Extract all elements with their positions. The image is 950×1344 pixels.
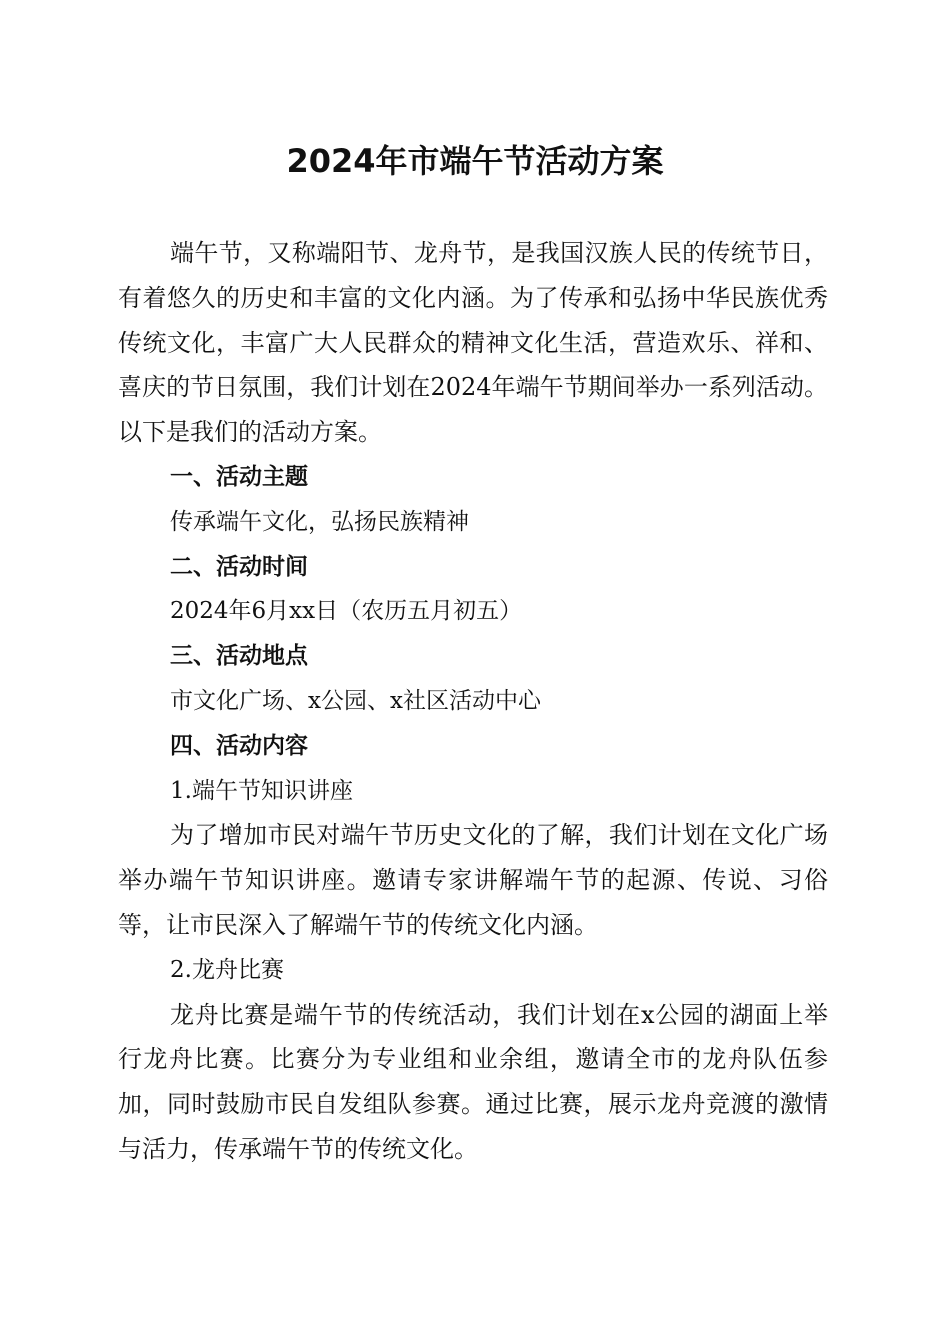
item-text-dragon-boat: 龙舟比赛是端午节的传统活动，我们计划在x公园的湖面上举行龙舟比赛。比赛分为专业组和业余组，邀请全市的龙舟队伍参加，同时鼓励市民自发组队参赛。通过比赛，展示龙舟竞渡的激情与活力，传承端午节的传统文化。 xyxy=(118,1000,828,1163)
section-heading-theme: 一、活动主题 xyxy=(170,463,308,490)
section-heading-time: 二、活动时间 xyxy=(170,553,308,580)
document-body xyxy=(118,231,828,1172)
section-heading-content: 四、活动内容 xyxy=(170,732,308,759)
item-label-dragon-boat: 2.龙舟比赛 xyxy=(170,956,284,983)
section-heading-location: 三、活动地点 xyxy=(170,643,308,670)
intro-paragraph: 端午节，又称端阳节、龙舟节，是我国汉族人民的传统节日，有着悠久的历史和丰富的文化内涵。为了传承和弘扬中华民族优秀传统文化，丰富广大人民群众的精神文化生活，营造欢乐、祥和、喜庆的节日氛围，我们计划在2024年端午节期间举办一系列活动。以下是我们的活动方案。 xyxy=(118,239,828,447)
item-text-lecture: 为了增加市民对端午节历史文化的了解，我们计划在文化广场举办端午节知识讲座。邀请专家讲解端午节的起源、传说、习俗等，让市民深入了解端午节的传统文化内涵。 xyxy=(118,821,828,939)
section-text-time: 2024年6月xx日（农历五月初五） xyxy=(170,598,523,625)
page-title: 2024年市端午节活动方案 xyxy=(286,142,664,180)
item-label-lecture: 1.端午节知识讲座 xyxy=(170,777,353,804)
section-text-location: 市文化广场、x公园、x社区活动中心 xyxy=(170,687,541,714)
section-text-theme: 传承端午文化，弘扬民族精神 xyxy=(170,508,469,535)
